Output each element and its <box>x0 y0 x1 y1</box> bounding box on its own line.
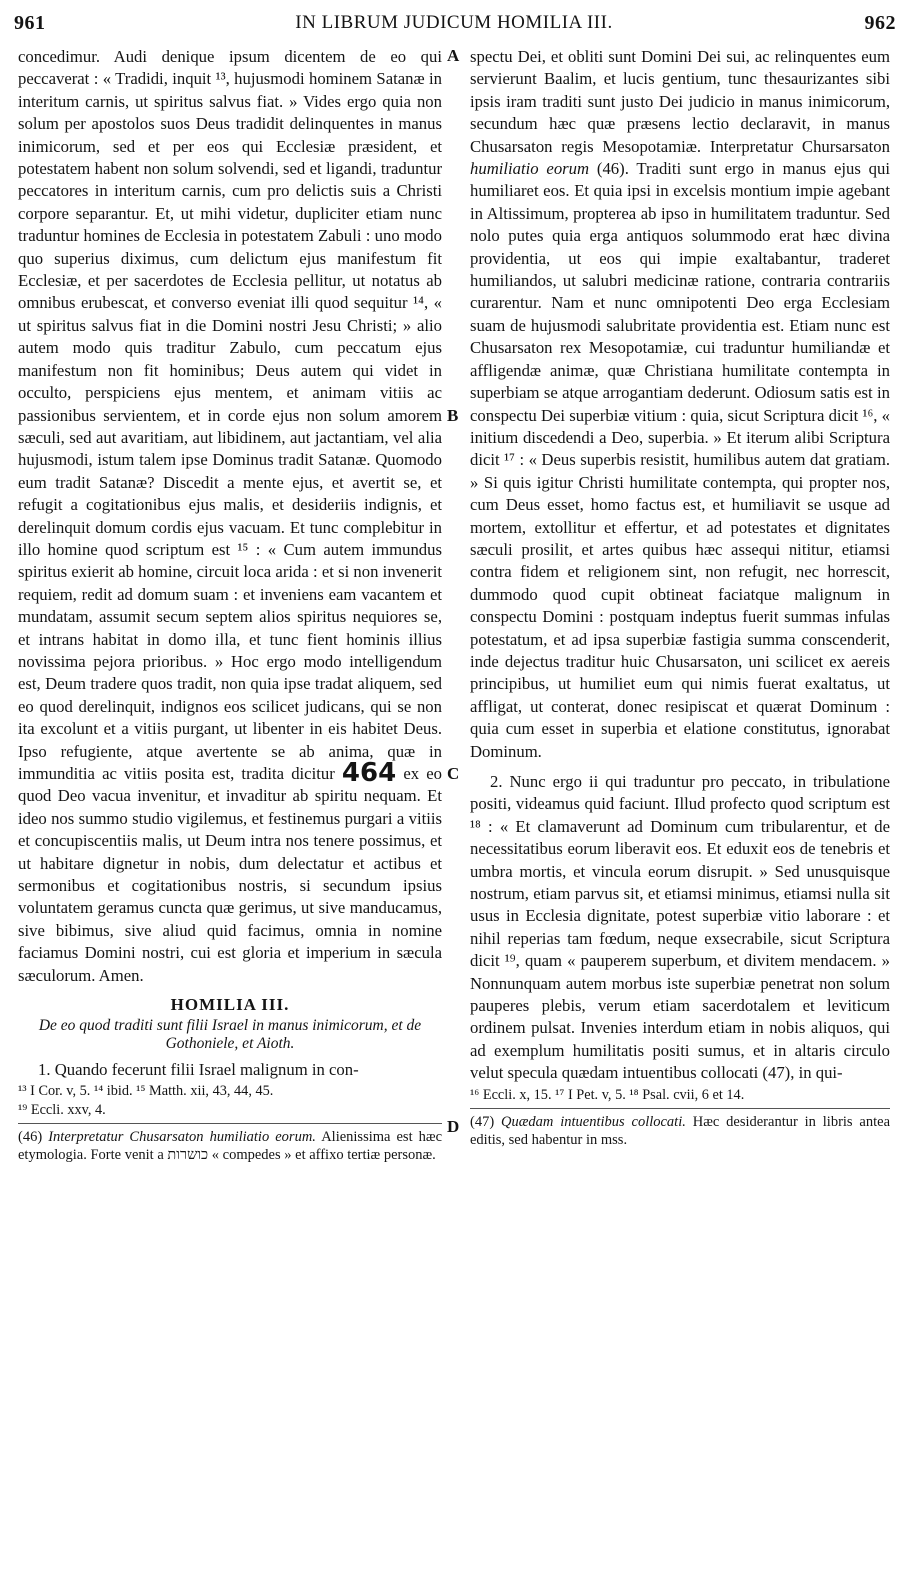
page-number-right: 962 <box>864 12 896 34</box>
editor-note-46 <box>18 1128 442 1164</box>
right-column <box>470 46 890 1149</box>
note-label: (46) <box>18 1129 43 1146</box>
margin-letter-d: D <box>447 1117 460 1136</box>
editor-note-47 <box>470 1113 890 1149</box>
footnote-line-2: ¹⁹ Eccli. xxv, 4. <box>18 1102 106 1119</box>
margin-page-number: 464 <box>341 758 397 788</box>
note-text: Alienissima est hæc etymologia. Forte venit a כושרות « compedes » et affixo tertiæ personæ. <box>18 1129 442 1164</box>
margin-letter-a: A <box>447 46 460 65</box>
homily-paragraph-1: 1. Quando fecerunt filii Israel malignum in con- <box>38 1060 359 1080</box>
note-italic: Quædam intuentibus collocati. <box>501 1113 686 1130</box>
footnote-divider-right <box>470 1108 890 1109</box>
page-header <box>0 12 908 42</box>
left-body-part1: concedimur. Audi denique ipsum dicentem de eo qui peccaverat : « Tradidi, inquit ¹³, hujusmodi hominem Satanæ in interitum carnis, ut spiritus salvus fiat. » Vides ergo quia non solum per apostolos suos Deus tradidit delinquentes in manus inimicorum, sed et per eos qui Ecclesiæ præsident, et potestatem habent non solum solvendi, sed et ligandi, traduntur peccatores in interitum carnis, cum pro delictis suis a Christi corpore separantur. Et, ut mihi videtur, dupliciter etiam nunc traduntur homines de Ecclesia in potestatem Zabuli : uno modo quo superius diximus, cum delictum ejus manifestum fit Ecclesiæ, et per sacerdotes de Ecclesia pellitur, ut notatus ab omnibus erubescat, et converso eveniat illi quod sequitur ¹⁴, « ut spiritus salvus fiat in die Domini nostri Jesu Christi; » alio autem modo quis traditur Zabulo, cum peccatum ejus manifestum non fit hominibus; Deus autem qui videt in occulto, perspiciens ejus mentem, et animam vitiis ac passionibus servientem, et in corde ejus non solum amorem sæculi, sed aut avaritiam, aut libidinem, aut jactantiam, vel alia hujusmodi, istum talem ipse Dominus tradit Satanæ. Quomodo eum tradit Satanæ? Discedit a mente ejus, et avertit se, et refugit a cogitationibus ejus malis, et desideriis indignis, et derelinquit domum cordis ejus vacuam. Et tunc complebitur in illo homine quod scriptum est ¹⁵ : « Cum autem immundus spiritus exierit ab homine, circuit loca arida : et si non invenerit requiem, redit ad domum suam : et inveniens eam vacantem et mundatam, assumit secum septem alios spiritus nequiores se, et intrans habitat in domo illa, et tunc fient hominis illius novissima pejora prioribus. » Hoc ergo modo intelligendum est, Deum tradere quos tradit, non quia ipse tradat aliquem, sed eo quod derelinquit, indignos eos scilicet judicans, qui se non ita excolunt et a vitiis purgant, ut libenter in eis habitet Deus. Ipso refugiente, atque avertente se ab anima, quæ in immunditia ac vitiis posita est, tradita dicitur <box>18 47 442 783</box>
homily-paragraph-2: 2. Nunc ergo ii qui traduntur pro peccato, in tribulatione positi, videamus quid faciunt. Illud profecto quod scriptum est ¹⁸ : « Et clamaverunt ad Dominum cum tribularentur, et de necessitatibus eorum liberavit eos. Et eduxit eos de tenebris et umbra mortis, et vincula eorum disrupit. » Sed unusquisque nostrum, etiam parvus sit, et etiamsi minimus, etiamsi nulla sit usus in Ecclesia dignitate, potest superbiæ vitio laborare : et nihil reperias tam fœdum, neque exsecrabile, sicut Scriptura dicit ¹⁹, quam « pauperem superbum, et divitem mendacem. » Nonnunquam autem morbus iste superbiæ penetrat non solum pauperes plebis, verum etiam sacerdotalem et leviticum ordinem pulsat. Invenies interdum etiam in nobis aliquos, qui ad exemplum humilitatis positi sumus, et in altaris circulo velut specula quædam intuentibus collocati (47), in qui- <box>470 772 890 1083</box>
right-body-part1: spectu Dei, et obliti sunt Domini Dei sui, ac relinquentes eum servierunt Baalim, et lucis gentium, tunc thesaurizantes sibi ipsis iram traditi sunt justo Dei judicio in manus inimicorum, secundum hæc quæ præsens lectio declaravit, in manus Chusarsaton regis Mesopotamiæ. Interpretatur Chursarsaton <box>470 47 890 156</box>
left-column <box>18 46 442 1164</box>
page-number-left: 961 <box>14 12 46 34</box>
footnote-line-right: ¹⁶ Eccli. x, 15. ¹⁷ I Pet. v, 5. ¹⁸ Psal. cvii, 6 et 14. <box>470 1086 745 1103</box>
homily-subtitle: De eo quod traditi sunt filii Israel in manus inimicorum, et de Gothoniele, et Aioth. <box>38 1017 422 1053</box>
note-italic: Interpretatur Chusarsaton humiliatio eorum. <box>48 1129 316 1146</box>
margin-letter-c: C <box>447 764 460 783</box>
margin-letter-b: B <box>447 406 459 425</box>
homily-title: HOMILIA III. <box>170 995 290 1015</box>
right-body-text <box>470 46 890 763</box>
left-body-part2: ex eo quod Deo vacua invenitur, et invaditur ab spiritu nequam. Et ideo nos summo studio vigilemus, et festinemus purgari a vitiis et concupiscentiis malis, ut Deum intra nos tenere possimus, et ut habitare dignetur in nobis, dum delectatur et actibus et sermonibus et cogitationibus nostris, si secundum ipsius voluntatem geramus cuncta quæ gerimus, ut sive manducamus, sive bibimus, sive aliud quid facimus, omnia in nomine faciamus Domini nostri, cui est gloria et imperium in sæcula sæculorum. Amen. <box>18 764 443 985</box>
right-body-italic: humiliatio eorum <box>470 159 590 179</box>
left-body-text <box>18 46 442 987</box>
footnote-divider <box>18 1123 442 1124</box>
note-label: (47) <box>470 1113 495 1130</box>
running-title: IN LIBRUM JUDICUM HOMILIA III. <box>295 12 613 33</box>
note-text: Hæc desiderantur in libris antea editis, sed habentur in mss. <box>470 1113 891 1148</box>
footnote-line-1: ¹³ I Cor. v, 5. ¹⁴ ibid. ¹⁵ Matth. xii, 43, 44, 45. <box>18 1083 274 1100</box>
right-body-part2: (46). Traditi sunt ergo in manus ejus qui humiliaret eos. Et quia ipsi in excelsis montium impie agebant in Altissimum, propterea ab ipso in humilitatem traduntur. Sed nolo putes quia erga antiquos solummodo erat hæc divina providentia, ut eos qui impie exaltabantur, traderet humiliandos, ut salubri medicinæ ratione, contraria contrariis curarentur. Nam et nunc omnipotenti Deo erga Ecclesiam suam de hujusmodi salubritate providentia est. Etiam nunc est Chusarsaton rex Mesopotamiæ, cui traduntur humiliandæ et affligendæ animæ, quæ Christiana humilitate contempta in superbiam se atque arrogantiam dederunt. Odiosum satis est in conspectu Dei superbiæ vitium : quia, sicut Scriptura dicit ¹⁶, « initium discedendi a Deo, superbia. » Et iterum alibi Scriptura dicit ¹⁷ : « Deus superbis resistit, humilibus autem dat gratiam. » Si quis igitur Christi humilitate contempta, qui propter nos, cum Deus esset, homo factus est, et humiliavit se usque ad mortem, extollitur et effertur, et ad potestates et dignitates sæculi prosilit, et artes quibus hæc assequi nititur, etiamsi contra fidem et religionem sint, non refugit, nec horrescit, dummodo quod cupit obtineat faciatque malignum in conspectu Domini : postquam indeptus fuerit summas infulas potestatum, et ad ipsa superbiæ fastigia summa conscenderit, inde dejectus traditur huic Chusarsaton, uni scilicet ex aereis principibus, ut humiliet eum qui nimis fuerat exaltatus, ut affligat, ut conterat, donec resipiscat et quærat Dominum : quia cum esset in superbia et elatione constitutus, ignorabat Dominum. <box>470 159 891 761</box>
